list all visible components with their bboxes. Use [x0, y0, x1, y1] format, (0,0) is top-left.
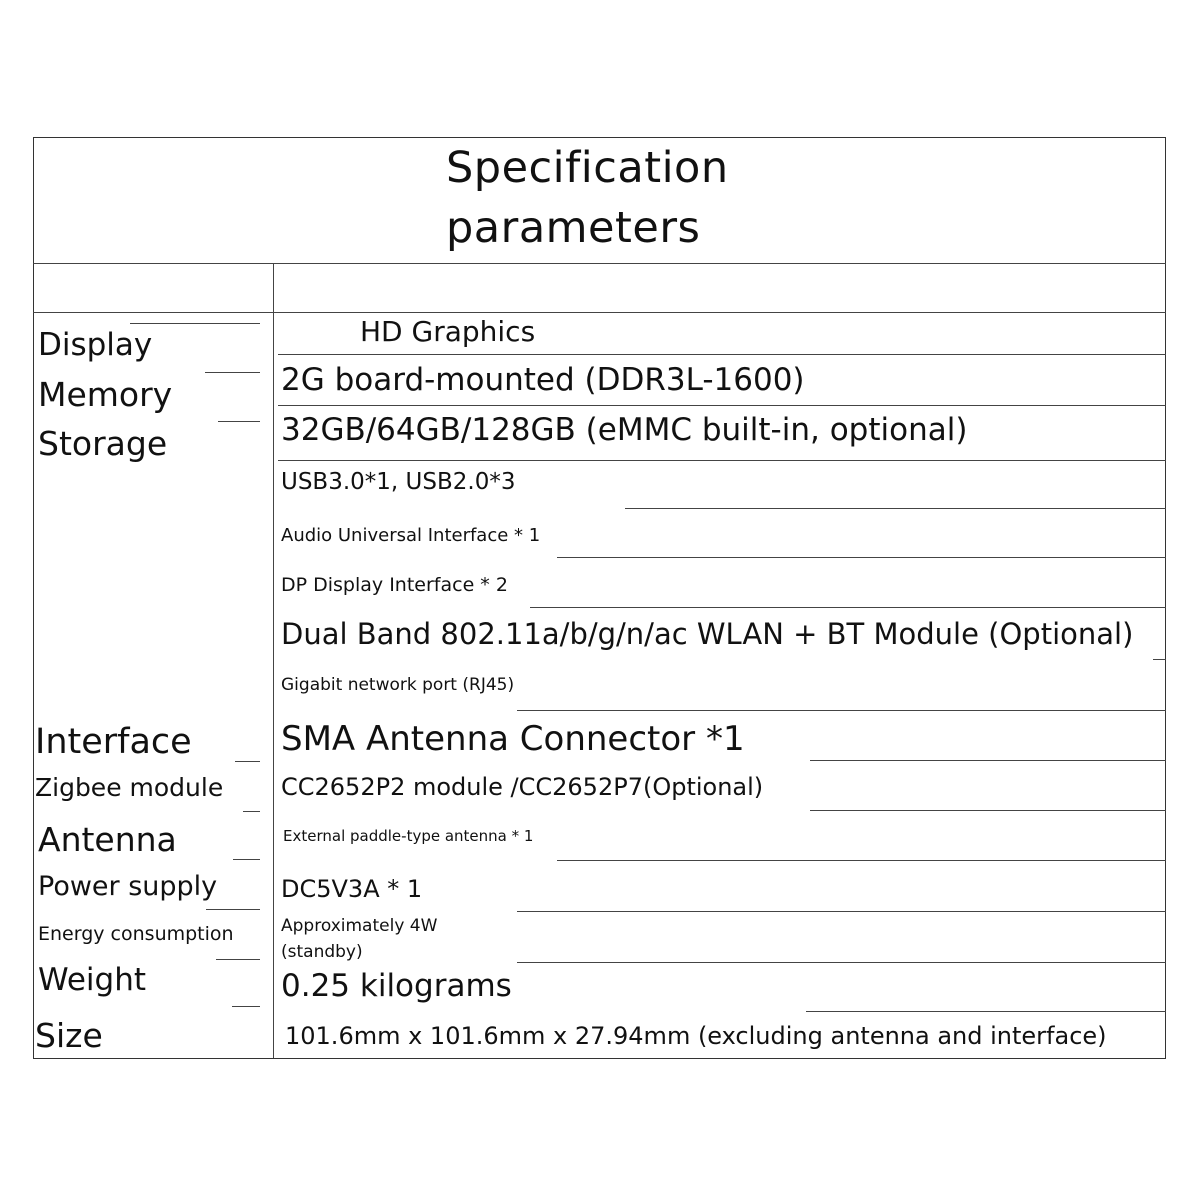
table-rule: [218, 421, 260, 422]
table-rule: [278, 354, 1166, 355]
label-zigbee-module: Zigbee module: [35, 773, 224, 802]
label-power-supply: Power supply: [38, 871, 218, 902]
table-rule: [33, 263, 1166, 264]
label-display: Display: [38, 327, 153, 363]
value-memory: 2G board-mounted (DDR3L-1600): [281, 362, 805, 398]
value-size: 101.6mm x 101.6mm x 27.94mm (excluding antenna and interface): [285, 1022, 1107, 1050]
value-antenna-connector: SMA Antenna Connector *1: [281, 719, 745, 759]
table-rule: [278, 460, 1166, 461]
value-storage: 32GB/64GB/128GB (eMMC built-in, optional): [281, 412, 968, 448]
table-rule: [810, 810, 1166, 811]
value-usb: USB3.0*1, USB2.0*3: [281, 469, 516, 495]
value-zigbee: CC2652P2 module /CC2652P7(Optional): [281, 773, 764, 801]
table-rule: [216, 959, 260, 960]
table-rule: [130, 323, 260, 324]
value-power: DC5V3A * 1: [281, 875, 423, 903]
label-memory: Memory: [38, 375, 173, 414]
table-rule: [206, 909, 260, 910]
spec-table: [33, 137, 1166, 1059]
value-energy-line1: Approximately 4W: [281, 916, 438, 936]
value-energy-line2: (standby): [281, 942, 363, 962]
label-antenna: Antenna: [38, 820, 177, 859]
value-weight: 0.25 kilograms: [281, 968, 512, 1004]
table-rule: [235, 761, 260, 762]
value-wlan: Dual Band 802.11a/b/g/n/ac WLAN + BT Module (Optional): [281, 617, 1134, 651]
table-rule: [205, 372, 260, 373]
table-rule: [530, 607, 1166, 608]
table-rule: [806, 1011, 1166, 1012]
table-rule: [278, 405, 1166, 406]
value-audio: Audio Universal Interface * 1: [281, 525, 541, 546]
label-size: Size: [35, 1016, 103, 1055]
table-rule: [232, 1006, 260, 1007]
label-energy-consumption: Energy consumption: [38, 923, 234, 945]
label-storage: Storage: [38, 424, 168, 463]
table-rule: [273, 263, 274, 1058]
value-display: HD Graphics: [360, 315, 536, 348]
label-weight: Weight: [38, 962, 147, 998]
table-rule: [33, 312, 1166, 313]
table-rule: [517, 911, 1166, 912]
title-line-2: parameters: [446, 203, 701, 253]
table-rule: [810, 760, 1166, 761]
value-antenna: External paddle-type antenna * 1: [283, 827, 534, 845]
value-ethernet: Gigabit network port (RJ45): [281, 675, 515, 695]
table-rule: [557, 557, 1166, 558]
table-rule: [517, 710, 1166, 711]
table-rule: [243, 811, 260, 812]
table-rule: [625, 508, 1166, 509]
table-rule: [1153, 659, 1166, 660]
title-line-1: Specification: [446, 143, 729, 193]
label-interface: Interface: [35, 722, 192, 762]
table-rule: [517, 962, 1166, 963]
table-rule: [557, 860, 1166, 861]
table-rule: [233, 859, 260, 860]
value-dp: DP Display Interface * 2: [281, 574, 508, 596]
